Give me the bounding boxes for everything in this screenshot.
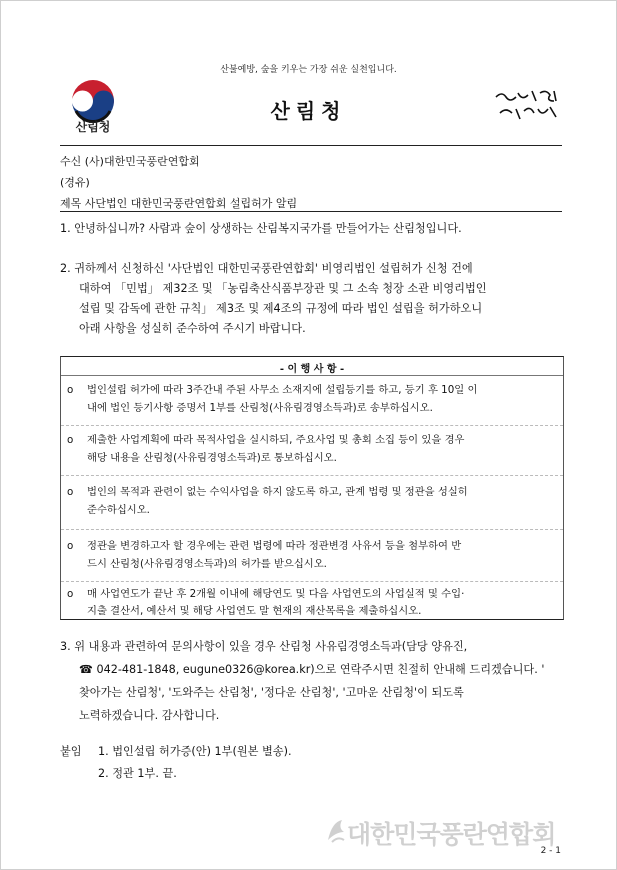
subject: 제목 사단법인 대한민국풍란연합회 설립허가 알림 <box>60 197 298 210</box>
recipient: 수신 (사)대한민국풍란연합회 <box>60 155 200 168</box>
paragraph-2-line-4: 아래 사항을 성실히 준수하여 주시기 바랍니다. <box>79 322 306 335</box>
notice-box-title-rule <box>61 375 563 376</box>
bullet-icon: o <box>67 486 74 498</box>
notice-item-divider <box>61 475 563 476</box>
notice-item-line-2: 내에 법인 등기사항 증명서 1부를 산림청(사유림경영소득과)로 송부하십시오. <box>87 402 433 414</box>
bullet-icon: o <box>67 384 74 396</box>
notice-box-title: - 이 행 사 항 - <box>279 364 345 375</box>
notice-item-divider <box>61 581 563 582</box>
paragraph-1: 1. 안녕하십니까? 사람과 숲이 상생하는 산림복지국가를 만들어가는 산림청입니다. <box>60 222 462 235</box>
paragraph-3-line-4: 노력하겠습니다. 감사합니다. <box>79 709 220 722</box>
attachment-label: 붙임 <box>60 745 82 758</box>
notice-item-line-2: 해당 내용을 산림청(사유림경영소득과)로 통보하십시오. <box>87 452 337 464</box>
via: (경유) <box>60 176 90 189</box>
attachment-2: 2. 정관 1부. 끝. <box>98 767 177 780</box>
notice-item-divider <box>61 529 563 530</box>
org-title: 산림청 <box>270 99 347 123</box>
notice-item-line-1: 제출한 사업계획에 따라 목적사업을 실시하되, 주요사업 및 총회 소집 등이 있을 경우 <box>87 434 465 446</box>
notice-item-line-1: 정관을 변경하고자 할 경우에는 관련 법령에 따라 정관변경 사유서 등을 첨부하여 반 <box>87 540 462 552</box>
bullet-icon: o <box>67 588 74 600</box>
logo-text: 산림청 <box>75 120 111 134</box>
bullet-icon: o <box>67 540 74 552</box>
notice-box <box>60 356 564 620</box>
paragraph-2-line-2: 대하여 「민법」 제32조 및 「농림축산식품부장관 및 그 소속 청장 소관 비영리법인 <box>79 282 487 295</box>
slogan: 산불예방, 숲을 키우는 가장 쉬운 실천입니다. <box>220 65 397 75</box>
watermark-text: 대한민국풍란연합회 <box>347 820 556 849</box>
notice-item-line-2: 지출 결산서, 예산서 및 해당 사업연도 말 현재의 재산목록을 제출하십시오. <box>87 605 422 617</box>
paragraph-3-line-1: 3. 위 내용과 관련하여 문의사항이 있을 경우 산림청 사유림경영소득과(담당 양유진, <box>60 640 468 653</box>
paragraph-2-line-1: 2. 귀하께서 신청하신 '사단법인 대한민국풍란연합회' 비영리법인 설립허가 신청 건에 <box>60 262 473 275</box>
notice-item-line-2: 드시 산림청(사유림경영소득과)의 허가를 받으십시오. <box>87 558 327 570</box>
paragraph-2-line-3: 설립 및 감독에 관한 규칙」 제3조 및 제4조의 규정에 따라 법인 설립을 허가하오니 <box>79 302 483 315</box>
page-number: 2 - 1 <box>540 846 561 856</box>
notice-item-line-1: 법인의 목적과 관련이 없는 수익사업을 하지 않도록 하고, 관계 법령 및 정관을 성실히 <box>87 486 468 498</box>
paragraph-3-line-2: ☎ 042-481-1848, eugune0326@korea.kr)으로 연락주시면 친절히 안내해 드리겠습니다. ' <box>79 663 545 676</box>
paragraph-3-line-3: 찾아가는 산림청', '도와주는 산림청', '정다운 산림청', '고마운 산림청'이 되도록 <box>79 686 464 699</box>
bullet-icon: o <box>67 434 74 446</box>
attachment-1: 1. 법인설립 허가증(안) 1부(원본 별송). <box>98 745 292 758</box>
notice-item-line-1: 법인설립 허가에 따라 3주간내 주된 사무소 소재지에 설립등기를 하고, 등기 후 10일 이 <box>87 384 478 396</box>
notice-item-line-2: 준수하십시오. <box>87 504 150 516</box>
subject-rule <box>60 211 562 212</box>
header-rule <box>60 145 562 146</box>
notice-item-line-1: 매 사업연도가 끝난 후 2개월 이내에 해당연도 및 다음 사업연도의 사업실적 및 수입· <box>87 588 465 600</box>
notice-item-divider <box>61 425 563 426</box>
calligraphy-slogan <box>492 85 564 125</box>
